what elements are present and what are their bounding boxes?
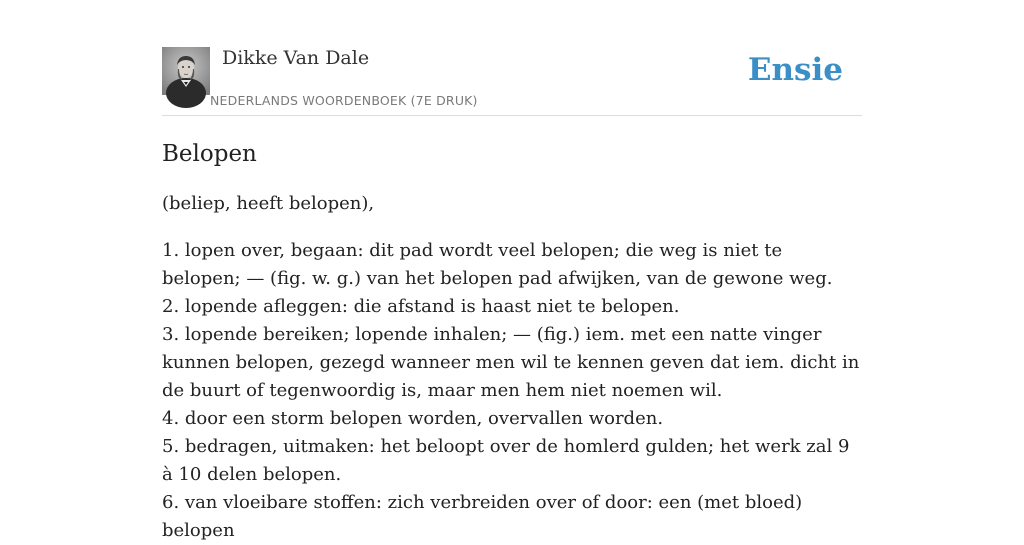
entry-grammar: (beliep, heeft belopen), <box>162 193 375 214</box>
definition-item: 5. bedragen, uitmaken: het beloopt over de homlerd gulden; het werk zal 9 à 10 delen belopen. <box>162 436 850 485</box>
brand-logo[interactable]: Ensie <box>747 52 843 88</box>
definition-list <box>162 237 862 545</box>
definition-item: 2. lopende afleggen: die afstand is haast niet te belopen. <box>162 296 680 317</box>
dictionary-subtitle[interactable]: NEDERLANDS WOORDENBOEK (7E DRUK) <box>210 93 478 108</box>
portrait-image <box>162 47 210 95</box>
definition-item: 1. lopen over, begaan: dit pad wordt veel belopen; die weg is niet te belopen; — (fig. w. g.) van het belopen pad afwijken, van de gewone weg. <box>162 240 833 289</box>
author-name[interactable]: Dikke Van Dale <box>222 47 370 69</box>
header <box>162 0 862 116</box>
author-avatar[interactable] <box>162 47 210 95</box>
entry-content <box>162 138 862 545</box>
entry-title: Belopen <box>162 141 257 167</box>
definition-item: 6. van vloeibare stoffen: zich verbreiden over of door: een (met bloed) belopen <box>162 492 803 541</box>
definition-item: 3. lopende bereiken; lopende inhalen; — (fig.) iem. met een natte vinger kunnen belopen, gezegd wanneer men wil te kennen geven dat iem. dicht in de buurt of tegenwoordig is, maar men hem niet noemen wil. <box>162 324 860 401</box>
definition-item: 4. door een storm belopen worden, overvallen worden. <box>162 408 664 429</box>
